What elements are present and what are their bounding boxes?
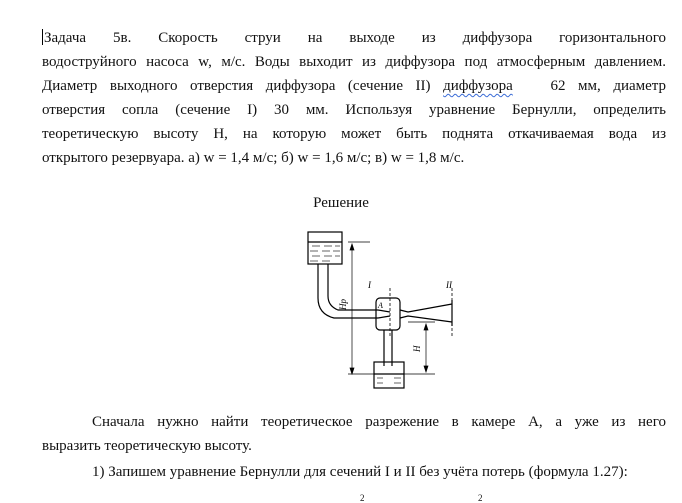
task-paragraph (42, 26, 666, 170)
task-line-2: водоструйного насоса w, м/с. Воды выходит из диффузора под атмосферным давлением. (42, 54, 666, 70)
water-jet-pump-diagram (290, 226, 470, 398)
step-1-text: 1) Запишем уравнение Бернулли для сечений I и II без учёта потерь (формула 1.27): (92, 464, 628, 480)
dimension-hp (348, 242, 374, 374)
suction-pipe (384, 330, 392, 366)
lower-tank-water-hatch (377, 378, 401, 383)
spellcheck-underlined-word: диффузора (443, 78, 513, 94)
text-cursor (42, 29, 43, 45)
lower-tank (374, 362, 404, 388)
task-line-1: Задача 5в. Скорость струи на выходе из диффузора горизонтального (44, 30, 666, 46)
label-chamber-a: A (378, 301, 383, 310)
cut-off-superscript-2: 2 (478, 493, 483, 503)
supply-pipe (318, 264, 378, 318)
task-line-6: открытого резервуара. а) w = 1,4 м/с; б) w = 1,6 м/с; в) w = 1,8 м/с. (42, 150, 465, 166)
upper-tank-water-hatch (310, 246, 340, 261)
label-section-2: II (446, 280, 452, 290)
task-line-3: Диаметр выходного отверстия диффузора (сечение II) диффузора 62 мм, диаметр (42, 78, 667, 94)
solution-heading: Решение (313, 195, 369, 211)
label-hp: Hр (338, 299, 348, 310)
explanation-paragraph (42, 410, 666, 458)
task-line-5: теоретическую высоту Н, на которую может быть поднята откачиваемая вода из (42, 126, 666, 142)
label-section-1: I (368, 280, 371, 290)
cut-off-superscript-1: 2 (360, 493, 365, 503)
explanation-line-2: выразить теоретическую высоту. (42, 438, 252, 454)
upper-tank (308, 232, 342, 264)
label-h: H (412, 345, 422, 352)
explanation-line-1: Сначала нужно найти теоретическое разрежение в камере А, а уже из него (92, 414, 666, 430)
task-line-4: отверстия сопла (сечение I) 30 мм. Используя уравнение Бернулли, определить (42, 102, 666, 118)
